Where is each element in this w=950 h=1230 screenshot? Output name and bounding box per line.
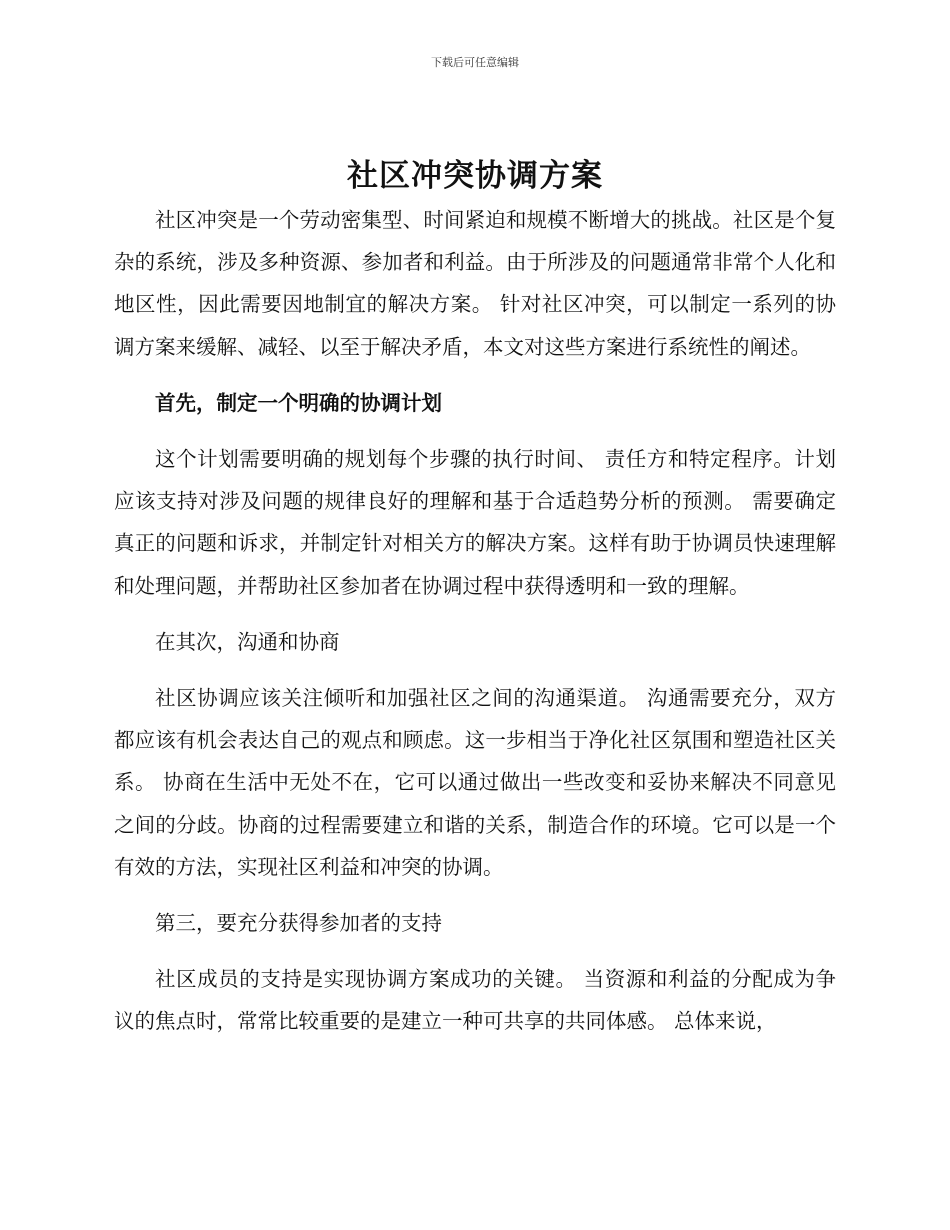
plan-paragraph: 这个计划需要明确的规划每个步骤的执行时间、 责任方和特定程序。计划应该支持对涉及问题的规律良好的理解和基于合适趋势分析的预测。 需要确定真正的问题和诉求，并制定针对相关方的解决方案。这样有助于协调员快速理解和处理问题，并帮助社区参加者在协调过程中获得透明和一致的理解。 [114, 447, 836, 598]
section-heading-plan: 首先，制定一个明确的协调计划 [155, 390, 442, 415]
section-heading-communication: 在其次，沟通和协商 [155, 629, 340, 654]
support-paragraph: 社区成员的支持是实现协调方案成功的关键。 当资源和利益的分配成为争议的焦点时，常常比较重要的是建立一种可共享的共同体感。 总体来说， [114, 967, 836, 1034]
header-note: 下载后可任意编辑 [431, 56, 519, 69]
communication-paragraph: 社区协调应该关注倾听和加强社区之间的沟通渠道。 沟通需要充分，双方都应该有机会表达自己的观点和顾虑。这一步相当于净化社区氛围和塑造社区关系。 协商在生活中无处不在，它可以通过做出一些改变和妥协来解决不同意见之间的分歧。协商的过程需要建立和谐的关系，制造合作的环境。它可以是一个有效的方法，实现社区利益和冲突的协调。 [114, 686, 836, 879]
page-title: 社区冲突协调方案 [347, 158, 603, 194]
document-body [114, 199, 836, 1043]
intro-paragraph: 社区冲突是一个劳动密集型、时间紧迫和规模不断增大的挑战。社区是个复杂的系统，涉及多种资源、参加者和利益。由于所涉及的问题通常非常个人化和地区性，因此需要因地制宜的解决方案。 针对社区冲突，可以制定一系列的协调方案来缓解、减轻、以至于解决矛盾，本文对这些方案进行系统性的阐述。 [114, 208, 836, 359]
section-heading-support: 第三，要充分获得参加者的支持 [155, 911, 442, 936]
